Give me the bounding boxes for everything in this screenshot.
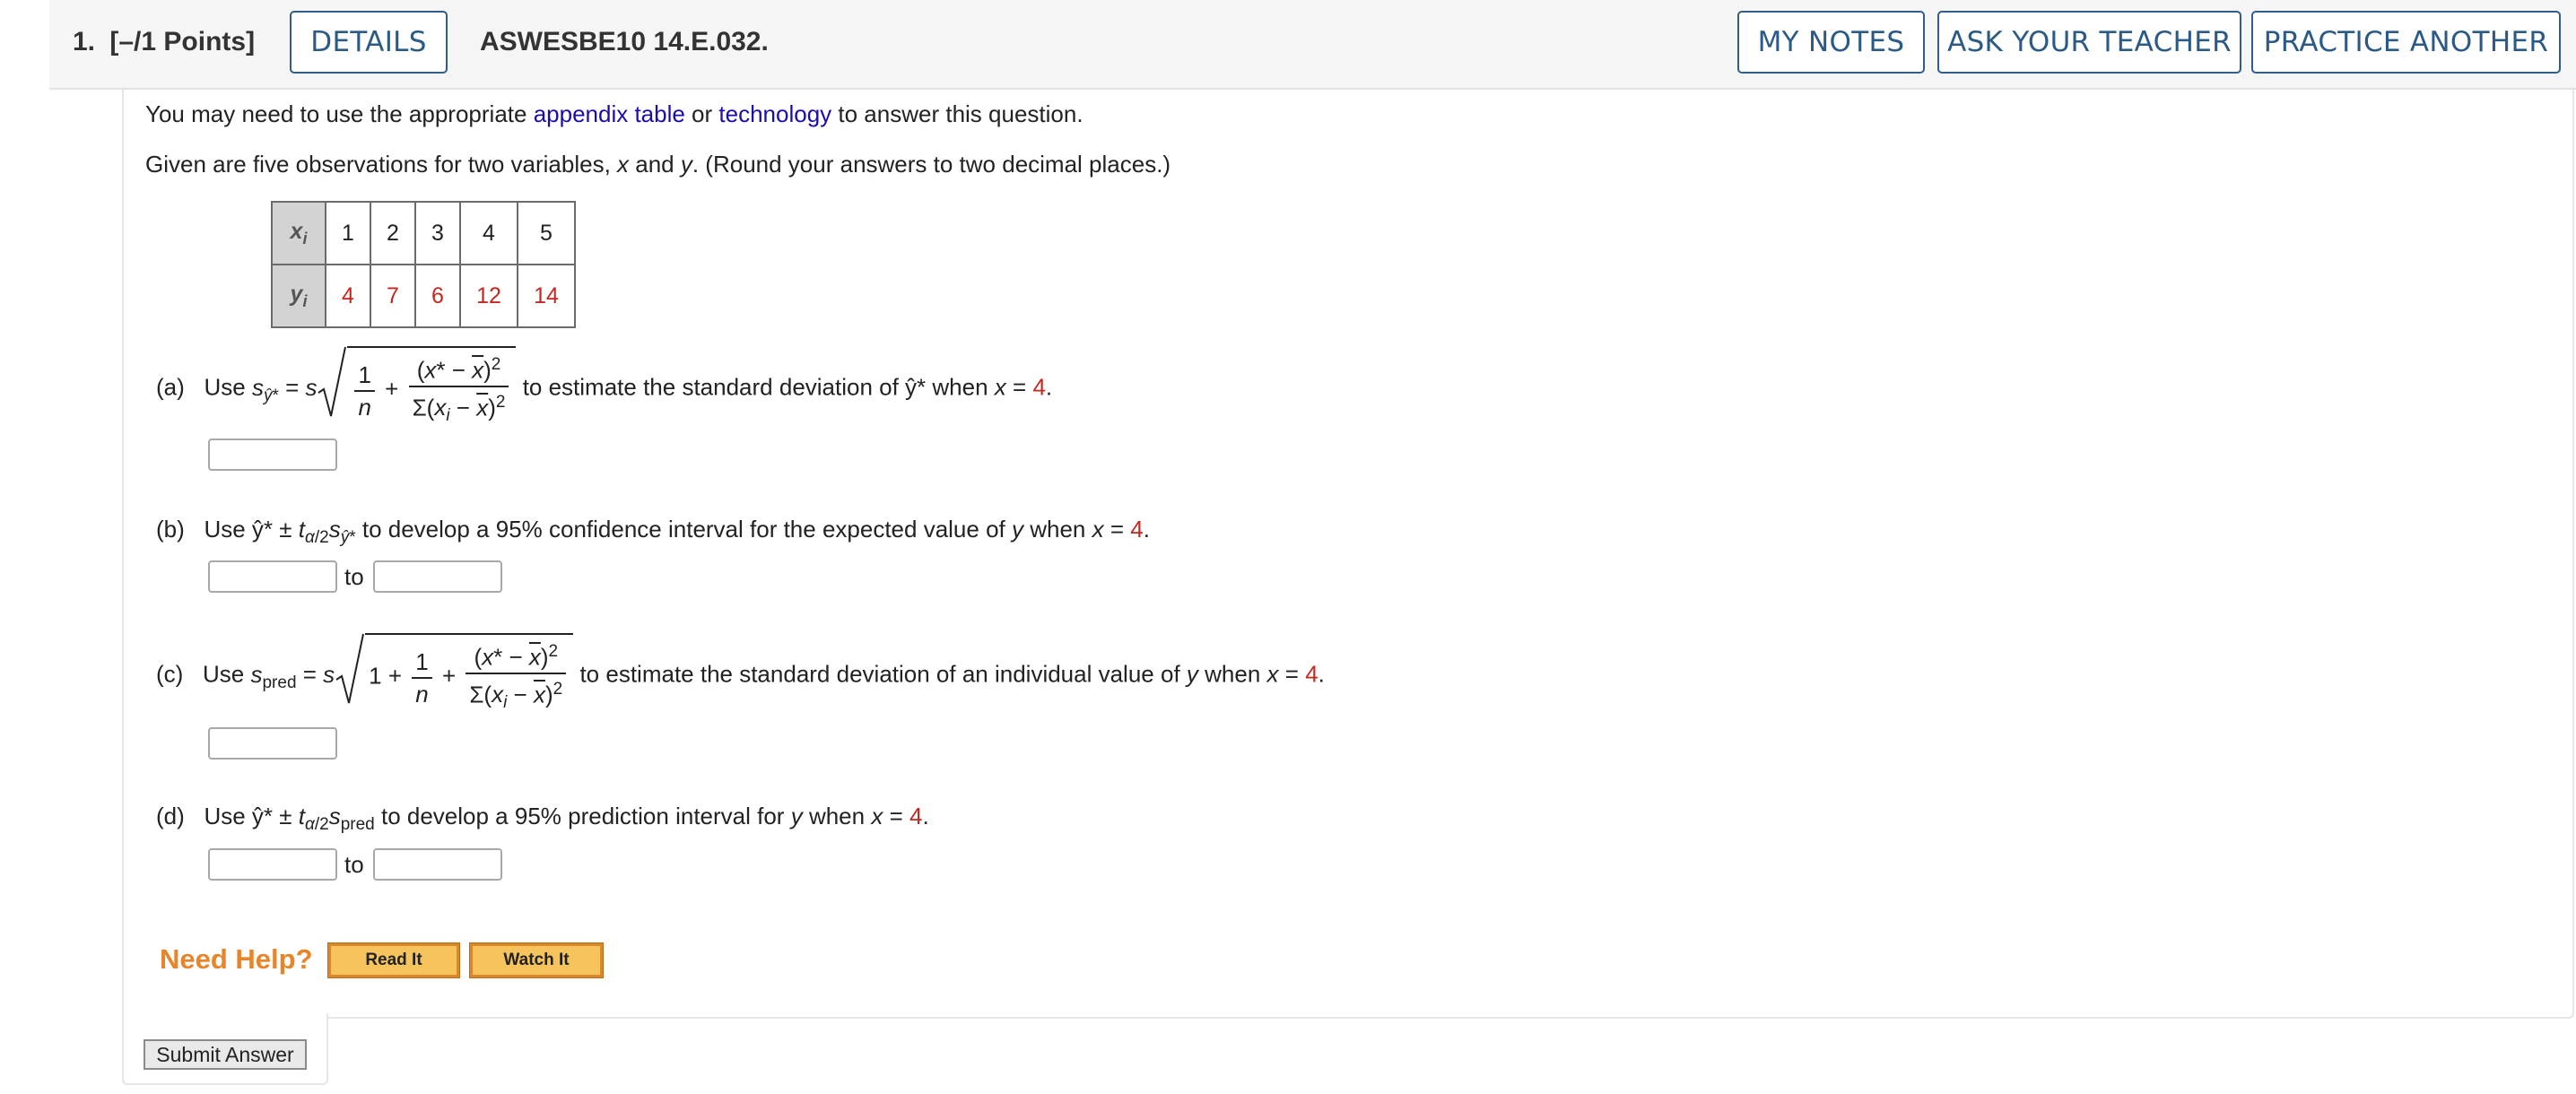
sqrt-formula-c: 1 + $\frac{1}{n}$ + $\frac{(x* - \overline{x})^2}{\Sigma(x_i - \overline{x})^2}$ bbox=[335, 633, 573, 719]
answer-input-a[interactable] bbox=[208, 438, 337, 471]
answer-input-d-upper[interactable] bbox=[373, 848, 502, 881]
part-b-tail: to develop a 95% confidence interval for the expected value of bbox=[361, 516, 1005, 543]
answer-input-b-upper[interactable] bbox=[373, 560, 502, 593]
part-a-value: 4 bbox=[1032, 373, 1046, 401]
t-s-pred: $t_{\alpha/2}s_{pred}$ bbox=[298, 803, 375, 835]
read-it-button[interactable]: Read It bbox=[328, 943, 459, 977]
intro-suffix: to answer this question. bbox=[831, 100, 1083, 127]
x-row bbox=[272, 202, 575, 265]
part-c-use: Use bbox=[203, 660, 245, 688]
x-value: 4 bbox=[460, 202, 518, 265]
question-header bbox=[49, 0, 2576, 90]
part-b-prompt: (b) Use ŷ* ± $t_{\alpha/2}s_{ŷ*}$ to develop a 95% confidence interval for the expected value of y when x = 4. bbox=[156, 516, 1150, 548]
part-b-label: (b) bbox=[156, 516, 185, 543]
part-b-value: 4 bbox=[1130, 516, 1144, 543]
x-header: $x_i$ bbox=[272, 202, 326, 265]
given-text-rest: . (Round your answers to two decimal places.) bbox=[692, 151, 1171, 178]
y-row bbox=[272, 265, 575, 327]
practice-another-button[interactable]: PRACTICE ANOTHER bbox=[2251, 11, 2561, 74]
x-value: 2 bbox=[370, 202, 415, 265]
points-text: [–/1 Points] bbox=[109, 27, 256, 56]
y-value: 4 bbox=[326, 265, 370, 327]
y-value: 14 bbox=[518, 265, 575, 327]
part-d-y: y bbox=[790, 803, 803, 829]
s-pred-formula: $s_{pred} = s$ bbox=[250, 660, 335, 692]
given-text-a: Given are five observations for two variables, bbox=[145, 151, 618, 178]
part-b-y: y bbox=[1012, 516, 1023, 543]
sqrt-formula-a: $\frac{1}{n}$ + $\frac{(x* - \overline{x})^2}{\Sigma(x_i - \overline{x})^2}$ bbox=[317, 346, 516, 432]
my-notes-button[interactable]: MY NOTES bbox=[1737, 11, 1925, 74]
submit-answer-button[interactable]: Submit Answer bbox=[144, 1039, 307, 1070]
details-button[interactable]: DETAILS bbox=[290, 11, 448, 74]
observations-table bbox=[271, 201, 576, 328]
part-c-prompt: (c) Use $s_{pred} = s$ 1 + $\frac{1}{n}$ + $\frac{(x* - \overline{x})^2}{\Sigma(x_i - \overline{x})^2}$ to estimate the standard deviation of an individual value of y when x = 4. bbox=[156, 633, 1325, 719]
part-d-x: x bbox=[871, 803, 883, 829]
ask-your-teacher-button[interactable]: ASK YOUR TEACHER bbox=[1937, 11, 2241, 74]
y-header: $y_i$ bbox=[272, 265, 326, 327]
part-d-use: Use ŷ* ± bbox=[204, 803, 292, 829]
question-number bbox=[73, 27, 255, 57]
to-label-d: to bbox=[344, 851, 364, 878]
y-value: 6 bbox=[415, 265, 460, 327]
x-value: 3 bbox=[415, 202, 460, 265]
part-c-value: 4 bbox=[1305, 660, 1318, 688]
part-b-use: Use ŷ* ± bbox=[204, 516, 292, 543]
given-var-x: x bbox=[617, 151, 630, 178]
part-c-x: x bbox=[1266, 660, 1279, 688]
to-label-b: to bbox=[344, 563, 364, 590]
question-number-text: 1. bbox=[73, 27, 96, 56]
answer-input-d-lower[interactable] bbox=[208, 848, 337, 881]
part-a-eq: = bbox=[1013, 373, 1027, 401]
y-value: 7 bbox=[370, 265, 415, 327]
intro-middle: or bbox=[684, 100, 719, 127]
x-value: 5 bbox=[518, 202, 575, 265]
intro-prefix: You may need to use the appropriate bbox=[145, 100, 534, 127]
given-text-and: and bbox=[629, 151, 681, 178]
part-a-tail: to estimate the standard deviation of ŷ* when bbox=[522, 373, 988, 401]
x-value: 1 bbox=[326, 202, 370, 265]
question-id: ASWESBE10 14.E.032. bbox=[480, 27, 769, 56]
s-yhat-formula: $s_{ŷ*} = s$ bbox=[251, 373, 318, 405]
part-d-prompt: (d) Use ŷ* ± $t_{\alpha/2}s_{pred}$ to develop a 95% prediction interval for y when x = 4. bbox=[156, 803, 929, 835]
part-a-use: Use bbox=[204, 373, 246, 401]
watch-it-button[interactable]: Watch It bbox=[470, 943, 603, 977]
part-b-x: x bbox=[1092, 516, 1104, 543]
t-s-yhat: $t_{\alpha/2}s_{ŷ*}$ bbox=[298, 516, 356, 548]
part-d-label: (d) bbox=[156, 803, 185, 829]
part-c-y: y bbox=[1186, 660, 1198, 688]
answer-input-b-lower[interactable] bbox=[208, 560, 337, 593]
answer-input-c[interactable] bbox=[208, 727, 337, 760]
part-d-tail: to develop a 95% prediction interval for bbox=[380, 803, 785, 829]
part-a-label: (a) bbox=[156, 373, 185, 401]
part-c-label: (c) bbox=[156, 660, 184, 688]
need-help-label: Need Help? bbox=[160, 943, 313, 975]
given-line bbox=[145, 151, 1171, 178]
part-a-x: x bbox=[994, 373, 1006, 401]
given-var-y: y bbox=[680, 151, 692, 178]
technology-link[interactable]: technology bbox=[718, 100, 832, 127]
y-value: 12 bbox=[460, 265, 518, 327]
part-c-tail: to estimate the standard deviation of an individual value of bbox=[579, 660, 1180, 688]
part-a-prompt: (a) Use $s_{ŷ*} = s$ $\frac{1}{n}$ + $\frac{(x* - \overline{x})^2}{\Sigma(x_i - \overline{x})^2}$ to estimate the standard deviation of ŷ* when x = 4. bbox=[156, 346, 1052, 432]
part-d-value: 4 bbox=[909, 803, 923, 829]
intro-line bbox=[145, 100, 1083, 128]
appendix-table-link[interactable]: appendix table bbox=[533, 100, 685, 127]
